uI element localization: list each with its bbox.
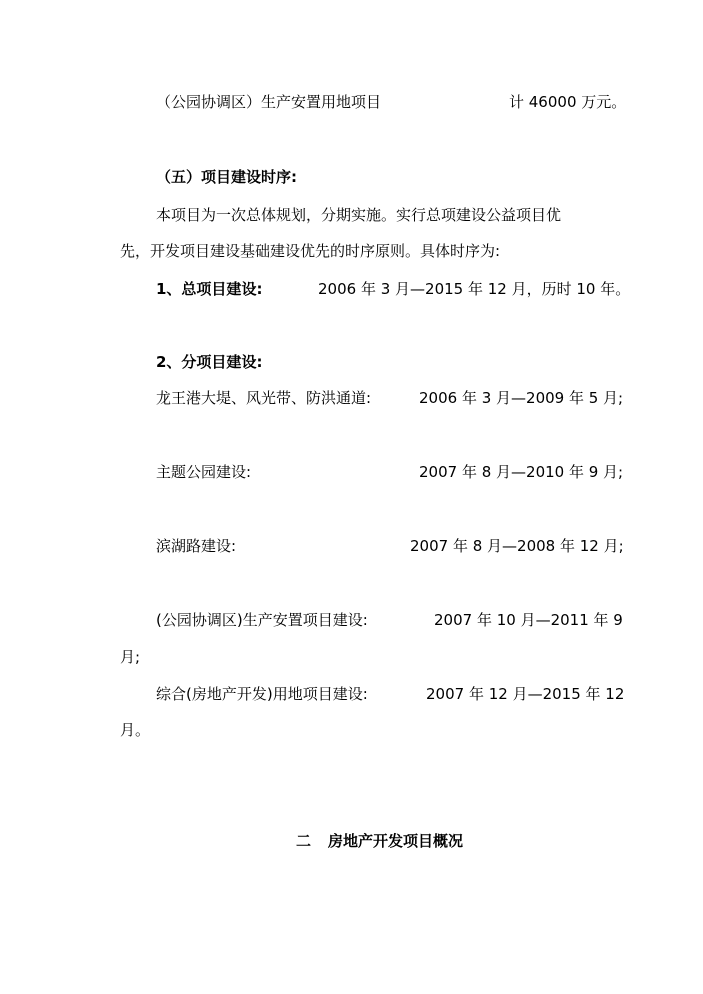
row-theme-park-label: 主题公园建设: [156, 463, 252, 481]
section-number: 二 [296, 832, 312, 850]
paragraph-line-1: 本项目为一次总体规划，分期实施。实行总项建设公益项目优 [156, 206, 562, 224]
overall-construction-value: 2006 年 3 月—2015 年 12 月，历时 10 年。 [318, 280, 631, 298]
row-resettlement-label: (公园协调区)生产安置项目建设: [156, 611, 368, 629]
line-resettlement-project: （公园协调区）生产安置用地项目 [156, 93, 382, 111]
row-lakeside-road-value: 2007 年 8 月—2008 年 12 月; [410, 537, 624, 555]
section-title: 房地产开发项目概况 [328, 832, 464, 850]
row-real-estate-continued: 月。 [120, 721, 151, 739]
overall-construction-label: 1、总项目建设: [156, 280, 263, 298]
row-real-estate-label: 综合(房地产开发)用地项目建设: [156, 685, 368, 703]
row-embankment-value: 2006 年 3 月—2009 年 5 月; [419, 389, 624, 407]
row-theme-park-value: 2007 年 8 月—2010 年 9 月; [419, 463, 624, 481]
heading-construction-sequence: （五）项目建设时序: [156, 168, 297, 186]
row-real-estate-value: 2007 年 12 月—2015 年 12 [426, 685, 625, 703]
row-embankment-label: 龙王港大堤、风光带、防洪通道: [156, 389, 372, 407]
row-resettlement-continued: 月; [120, 648, 141, 666]
line-resettlement-cost: 计 46000 万元。 [509, 93, 627, 111]
row-resettlement-value: 2007 年 10 月—2011 年 9 [434, 611, 623, 629]
row-lakeside-road-label: 滨湖路建设: [156, 537, 237, 555]
sub-construction-label: 2、分项目建设: [156, 353, 263, 371]
paragraph-line-2: 先，开发项目建设基础建设优先的时序原则。具体时序为: [120, 242, 501, 260]
